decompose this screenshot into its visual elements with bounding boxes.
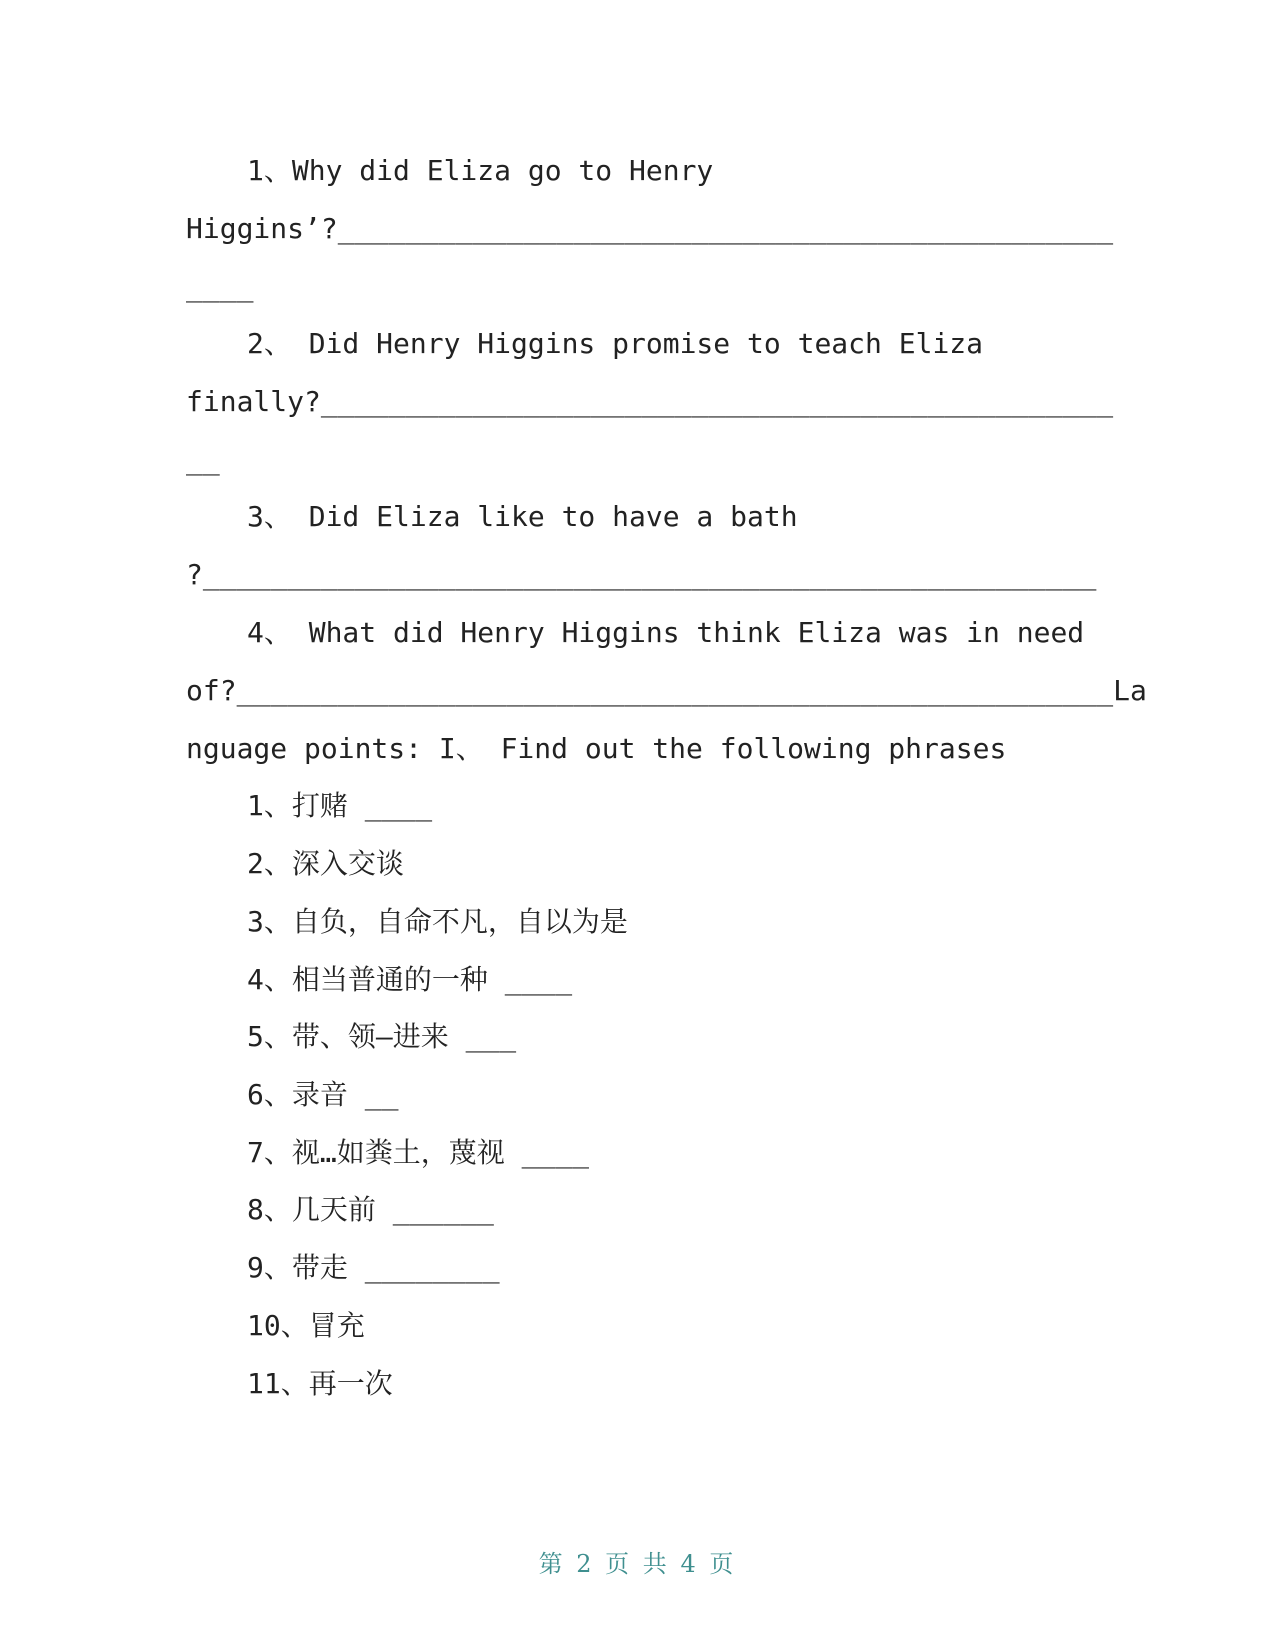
phrase-item: 3、自负，自命不凡，自以为是 [247, 905, 628, 938]
question-1-line-3: ____ [186, 270, 254, 303]
question-4-line-2: of?____________________________________________________La [186, 674, 1147, 707]
phrase-item: 5、带、领—进来 ___ [247, 1020, 517, 1053]
question-3-line-1: 3、 Did Eliza like to have a bath [247, 500, 798, 533]
phrase-item: 9、带走 ________ [247, 1251, 500, 1284]
language-points-heading: nguage points: I、 Find out the following phrases [186, 732, 1007, 765]
phrase-item: 4、相当普通的一种 ____ [247, 963, 573, 996]
phrase-item: 1、打赌 ____ [247, 789, 433, 822]
question-1-line-1: 1、Why did Eliza go to Henry [247, 154, 714, 187]
question-3-line-2: ?_____________________________________________________ [186, 558, 1097, 591]
phrase-item: 7、视…如粪土，蔑视 ____ [247, 1136, 590, 1169]
question-2-line-3: __ [186, 443, 220, 476]
question-4-line-1: 4、 What did Henry Higgins think Eliza was in need [247, 616, 1085, 649]
phrase-item: 2、深入交谈 [247, 847, 404, 880]
phrase-item: 10、冒充 [247, 1309, 365, 1342]
question-2-line-1: 2、 Did Henry Higgins promise to teach Eliza [247, 327, 984, 360]
phrase-item: 11、再一次 [247, 1367, 393, 1400]
question-1-line-2: Higgins’?______________________________________________ [186, 212, 1114, 245]
page-footer: 第 2 页 共 4 页 [538, 1550, 737, 1578]
question-2-line-2: finally?_______________________________________________ [186, 385, 1114, 418]
phrase-item: 6、录音 __ [247, 1078, 399, 1111]
phrase-item: 8、几天前 ______ [247, 1193, 494, 1226]
